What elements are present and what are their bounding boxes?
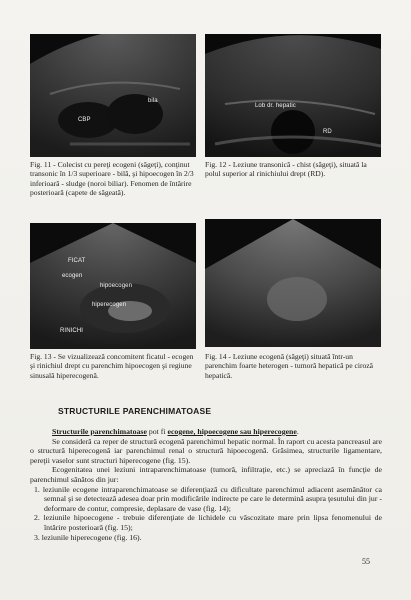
figure-13-caption: Fig. 13 - Se vizualizează concomitent ficatul - ecogen şi rinichiul drept cu parenchim hipoecogen şi regiune sinusală hiperecogenă. xyxy=(30,352,194,380)
section-body xyxy=(30,427,382,542)
figure-13-label-hiperecogen: hiperecogen xyxy=(92,302,127,308)
figure-12-label-rd: RD xyxy=(323,129,332,135)
list-item-2: 2. leziunile hipoecogene - trebuie diferenţiate de lichidele cu vâscozitate mare prin lipsa fenomenului de întărire posterioară (fig. 15); xyxy=(34,513,382,532)
figure-13-ultrasound xyxy=(30,223,196,349)
figure-13-label-rinichi: RINICHI xyxy=(60,328,84,334)
paragraph-2: Ecogenitatea unei leziuni intraparenchimatoase (tumoră, infiltraţie, etc.) se apreciază în funcţie de parenchimul sănătos din jur: xyxy=(30,465,382,484)
list-item-1: 1. leziunile ecogene intraparenchimatoase se diferenţiază cu dificultate parenchimul adiacent asemănător ca semnal şi se detectează adesea doar prin modificările indirecte pe care le determină asupra ţesutului din jur - deformare de contur, compresie, deplasare de vase (fig. 14); xyxy=(34,484,382,513)
ultrasound-fan-graphic xyxy=(205,34,381,157)
intro-paragraph xyxy=(30,427,382,437)
intro-end: . xyxy=(296,427,299,436)
figure-12-label-liver: Lob dr. hepatic xyxy=(255,103,296,109)
intro-bold-terms: ecogene, hipoecogene sau hiperecogene xyxy=(167,427,297,436)
figure-13-label-ecogen: ecogen xyxy=(62,273,83,279)
figure-11-caption: Fig. 11 - Colecist cu pereţi ecogeni (săgeţi), conţinut transonic în 1/3 superioare - bilă, şi hipoecogen în 2/3 inferioară - sludge (noroi biliar). Fenomen de întărire posterioară (capete de săgeată). xyxy=(30,160,194,198)
ultrasound-fan-graphic xyxy=(205,219,381,347)
figure-12-ultrasound xyxy=(205,34,381,157)
figure-11-label-bila: bila xyxy=(148,98,158,104)
intro-rest: pot fi xyxy=(146,427,168,436)
section-heading: STRUCTURILE PARENCHIMATOASE xyxy=(58,406,212,416)
figure-13-label-hipoecogen: hipoecogen xyxy=(100,283,133,289)
figure-14-caption: Fig. 14 - Leziune ecogenă (săgeţi) situată într-un parenchim foarte heterogen - tumoră hepatică pe ciroză hepatică. xyxy=(205,352,374,380)
list-item-3: 3. leziunile hiperecogene (fig. 16). xyxy=(34,532,142,542)
figure-11-label-cbp: CBP xyxy=(78,117,91,123)
ultrasound-fan-graphic xyxy=(30,34,196,157)
figure-12-caption: Fig. 12 - Leziune transonică - chist (săgeţi), situată la polul superior al rinichiului drept (RD). xyxy=(205,160,367,179)
paragraph-1: Se consideră ca reper de structură ecogenă parenchimul hepatic normal. În raport cu acesta pancreasul are o structură hiperecogenă iar parenchimul renal o structură hipoecogenă. Grăsimea, structurile ligamentare, pereţii vaselor sunt structuri hiperecogene (fig. 15). xyxy=(30,436,382,465)
page-number: 55 xyxy=(362,557,370,566)
figure-13-label-ficat: FICAT xyxy=(68,258,86,264)
figure-11-ultrasound xyxy=(30,34,196,157)
intro-bold-lead: Structurile parenchimatoase xyxy=(52,427,147,436)
figure-14-ultrasound xyxy=(205,219,381,347)
